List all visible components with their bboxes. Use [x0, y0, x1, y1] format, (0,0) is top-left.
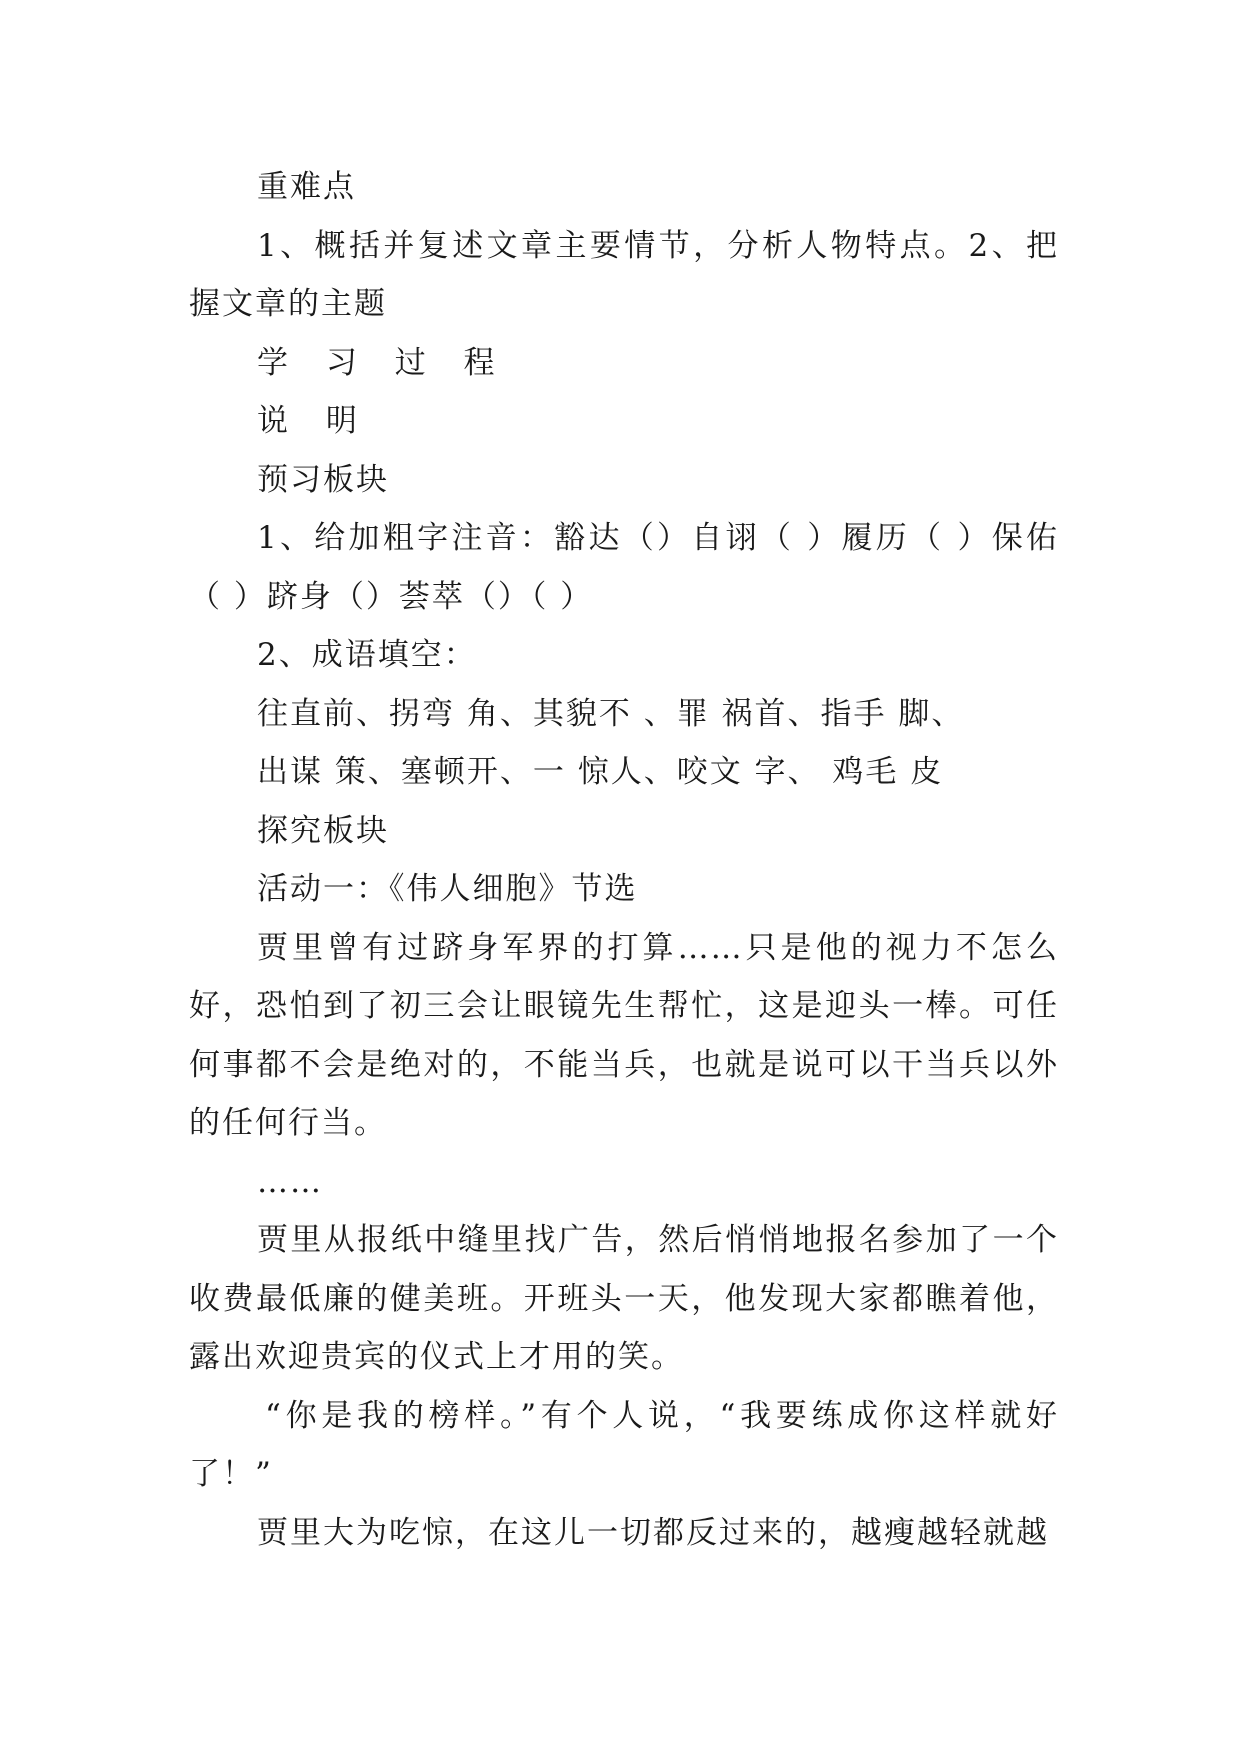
excerpt-paragraph-3: 贾里大为吃惊，在这儿一切都反过来的，越瘦越轻就越 — [257, 1514, 1049, 1551]
heading-preview-section: 预习板块 — [257, 461, 389, 498]
excerpt-ellipsis: …… — [257, 1163, 323, 1200]
idiom-line-2: 出谋 策、塞顿开、一 惊人、咬文 字、 鸡毛 皮 — [257, 754, 944, 790]
document-body — [189, 158, 1059, 1562]
excerpt-quote: “你是我的榜样。”有个人说，“我要练成你这样就好了！” — [189, 1397, 1059, 1492]
heading-learning-process: 学 习 过 程 — [257, 344, 509, 381]
excerpt-paragraph-2: 贾里从报纸中缝里找广告，然后悄悄地报名参加了一个收费最低廉的健美班。开班头一天，他发现大家都瞧着他，露出欢迎贵宾的仪式上才用的笑。 — [189, 1222, 1059, 1375]
excerpt-paragraph-1: 贾里曾有过跻身军界的打算……只是他的视力不怎么好，恐怕到了初三会让眼镜先生帮忙，这是迎头一棒。可任何事都不会是绝对的，不能当兵，也就是说可以干当兵以外的任何行当。 — [189, 929, 1059, 1141]
heading-key-points: 重难点 — [257, 169, 356, 205]
activity-one-title: 活动一：《伟人细胞》节选 — [257, 871, 638, 907]
idiom-line-1: 往直前、拐弯 角、其貌不 、罪 祸首、指手 脚、 — [257, 695, 965, 732]
pinyin-exercise: 1、给加粗字注音：豁达（）自诩（ ）履历（ ）保佑（ ）跻身（）荟萃（）（ ） — [189, 520, 1059, 615]
heading-inquiry-section: 探究板块 — [257, 812, 389, 849]
heading-notes: 说 明 — [257, 403, 371, 439]
idiom-exercise-heading: 2、成语填空： — [257, 637, 477, 673]
key-points-text: 1、概括并复述文章主要情节，分析人物特点。2、把握文章的主题 — [189, 227, 1059, 322]
